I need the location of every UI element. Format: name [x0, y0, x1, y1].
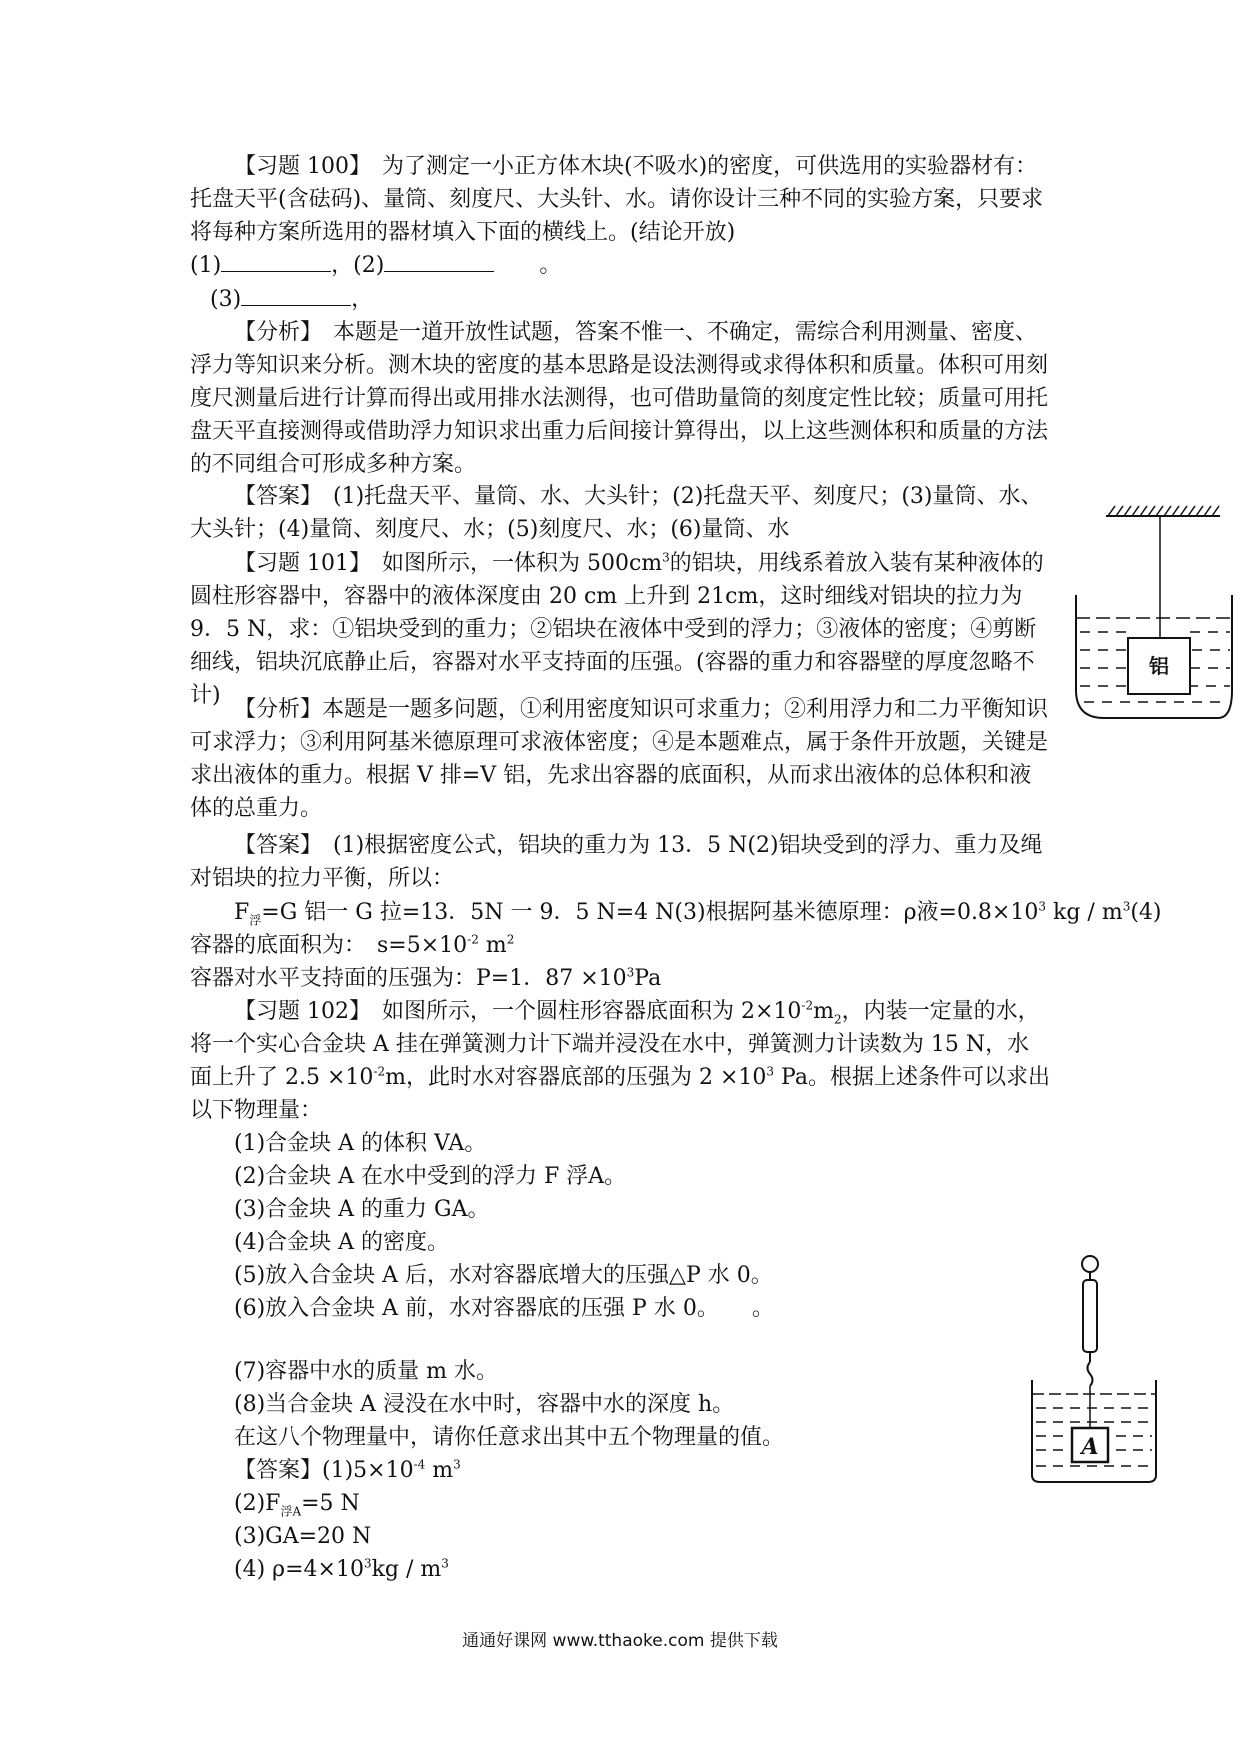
q100-question: 【习题 100】 为了测定一小正方体木块(不吸水)的密度，可供选用的实验器材有：托盘天平(含砝码)、量筒、刻度尺、大头针、水。请你设计三种不同的实验方案，只要求将每种方案所选用的器材填入下面的横线上。(结论开放): [190, 154, 1044, 245]
q102-item-4: (4)合金块 A 的密度。: [234, 1230, 450, 1255]
answer-blank-1: [221, 249, 331, 272]
q102-item-1: (1)合金块 A 的体积 VA。: [234, 1131, 487, 1156]
ceiling-hatch: [1108, 506, 1219, 516]
q102-answer-2: $(2)F_{浮A}=5$ N: [234, 1491, 360, 1519]
block-label: 铝: [1149, 654, 1169, 678]
q102-answer-3: (3)GA=20 N: [234, 1524, 372, 1549]
q102-answer-4: (4) $\rho=4\times 10^3kg / m^3$: [234, 1556, 449, 1582]
q101-analysis: 【分析】本题是一题多问题，①利用密度知识可求重力；②利用浮力和二力平衡知识可求浮力；③利用阿基米德原理可求液体密度；④是本题难点，属于条件开放题，关键是求出液体的重力。根据 V 排=V 铝，先求出容器的底面积，从而求出液体的总体积和液体的总重力。: [190, 697, 1049, 821]
block-a-label: A: [1081, 1434, 1099, 1460]
q100-blank-line-1: [190, 249, 561, 282]
q101-figure: [1070, 500, 1240, 745]
q102-item-3: (3)合金块 A 的重力 GA。: [234, 1197, 490, 1222]
answer-blank-3: [241, 283, 351, 306]
q102-item-7: (7)容器中水的质量 m 水。: [234, 1359, 499, 1384]
q101-question: 【习题 101】 如图所示，一体积为 $500cm^3$的铝块，用线系着放入装有某种液体的圆柱形容器中，容器中的液体深度由 20 cm 上升到 21cm，这时细线对铝块的拉力为 9．5 N，求：①铝块受到的重力；②铝块在液体中受到的浮力；③液体的密度；④剪断细线，铝块沉底静止后，容器对水平支持面的压强。(容器的重力和容器壁的厚度忽略不计): [190, 550, 1044, 708]
blank2-label: ，(2): [331, 253, 385, 278]
page-footer: 通通好课网 www.tthaoke.com 提供下载: [462, 1631, 778, 1651]
q102-question: 【习题 102】 如图所示，一个圆柱形容器底面积为 $2\times 10^{-2}m_2$，内装一定量的水，将一个实心合金块 A 挂在弹簧测力计下端并浸没在水中，弹簧测力计读数为 15 N，水面上升了 $2.5 \times 10^{-2}m$，此时水对容器底部的压强为 $2 \times 10^3$ Pa。根据上述条件可以求出以下物理量：: [190, 998, 1050, 1123]
q102-instruction: 在这八个物理量中，请你任意求出其中五个物理量的值。: [234, 1425, 785, 1450]
blank3-label: (3): [210, 287, 242, 312]
q102-figure: [1030, 1250, 1160, 1490]
q100-analysis: 【分析】 本题是一道开放性试题，答案不惟一、不确定，需综合利用测量、密度、浮力等知识来分析。测木块的密度的基本思路是设法测得或求得体积和质量。体积可用刻度尺测量后进行计算而得出或用排水法测得，也可借助量筒的刻度定性比较；质量可用托盘天平直接测得或借助浮力知识求出重力后间接计算得出，以上这些测体积和质量的方法的不同组合可形成多种方案。: [190, 320, 1049, 477]
spring-balance-ring: [1082, 1256, 1098, 1272]
q101-pressure: 容器对水平支持面的压强为：P=1．$87 \times 10^3Pa$: [190, 965, 662, 991]
q102-item-6: (6)放入合金块 A 前，水对容器底的压强 P 水 0。 。: [234, 1296, 774, 1321]
q100-answer: 【答案】 (1)托盘天平、量筒、水、大头针；(2)托盘天平、刻度尺；(3)量筒、水、大头针；(4)量筒、刻度尺、水；(5)刻度尺、水；(6)量筒、水: [190, 484, 1043, 542]
blank-line-end-2: ，: [351, 287, 374, 312]
q101-force-equation: $F_浮=G$ 铝一 G 拉=13．5N 一 9．5 N=4 N(3)根据阿基米德原理：ρ液$=0.8\times 10^3$ kg / $m^3(4)$: [234, 899, 1162, 928]
q101-base-area: 容器的底面积为： $s=5\times 10^{-2}$ $m^2$: [190, 932, 515, 958]
spring-balance: [1083, 1280, 1097, 1352]
blank1-label: (1): [190, 253, 222, 278]
q102-item-8: (8)当合金块 A 浸没在水中时，容器中水的深度 h。: [234, 1392, 735, 1417]
q102-item-2: (2)合金块 A 在水中受到的浮力 F 浮A。: [234, 1164, 627, 1189]
q102-answer-1: 【答案】$(1)5\times 10^{-4}$ $m^3$: [234, 1457, 461, 1483]
blank-line-end: 。: [539, 253, 562, 278]
hook: [1088, 1362, 1093, 1386]
q100-blank-line-2: [210, 283, 373, 316]
answer-blank-2: [384, 249, 494, 272]
q101-answer: 【答案】 (1)根据密度公式，铝块的重力为 13．5 N(2)铝块受到的浮力、重力及绳对铝块的拉力平衡，所以：: [190, 833, 1043, 891]
q102-item-5: (5)放入合金块 A 后，水对容器底增大的压强△P 水 0。: [234, 1263, 773, 1288]
